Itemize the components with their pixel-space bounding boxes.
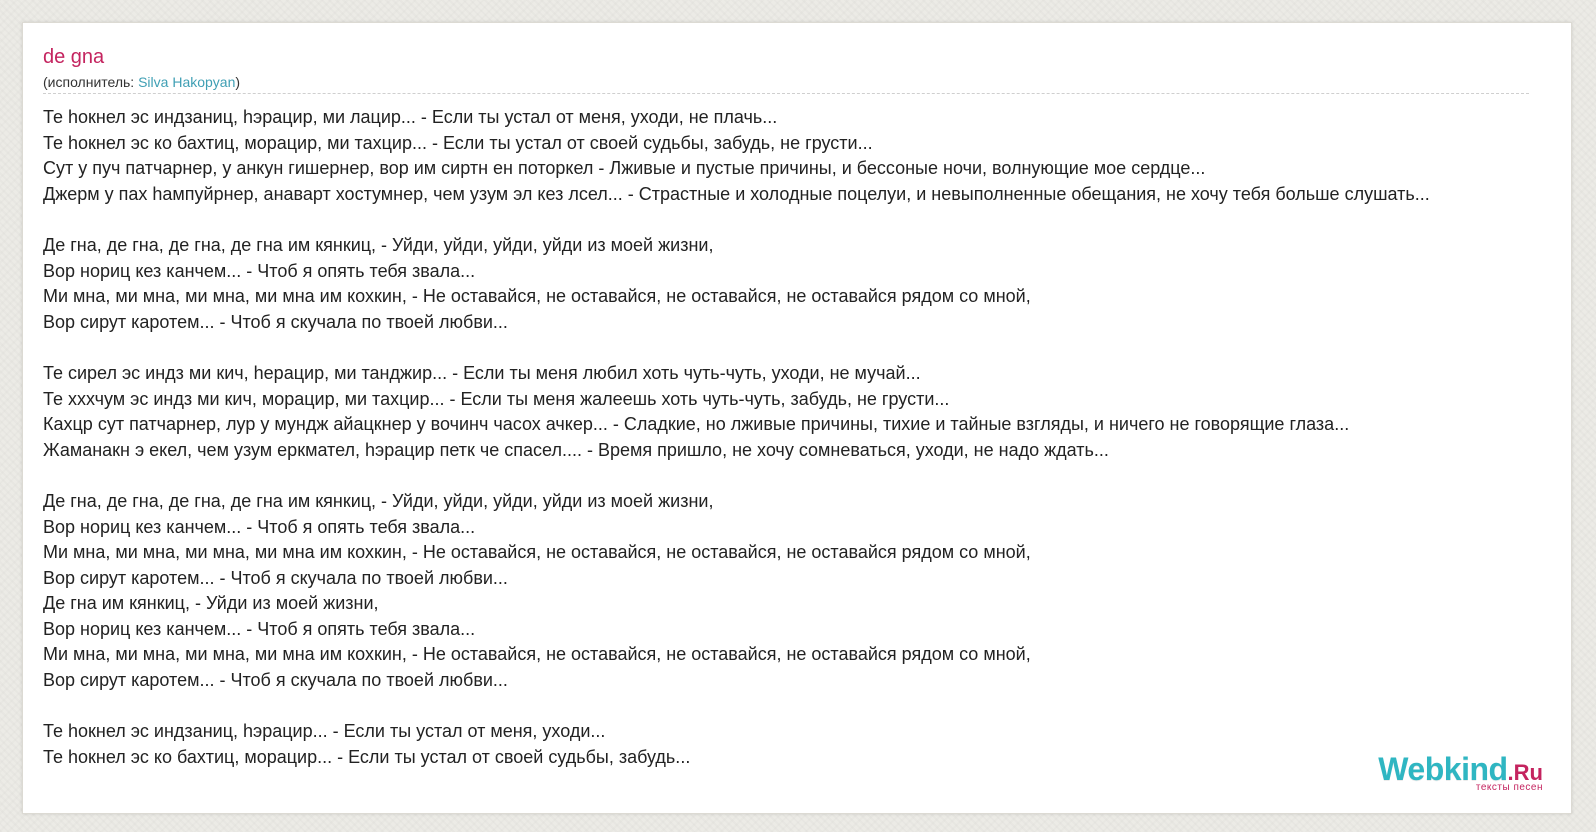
lyric-line: Вор сирут каротем... - Чтоб я скучала по твоей любви... xyxy=(43,670,508,691)
song-title: de gna xyxy=(43,46,105,68)
artist-prefix: (исполнитель: xyxy=(43,74,139,90)
stanza-break xyxy=(43,335,1572,361)
lyric-line: Ми мна, ми мна, ми мна, ми мна им кохкин, - Не оставайся, не оставайся, не оставайся, не оставайся рядом со мной, xyxy=(43,542,1031,563)
lyric-line: Вор нориц кез канчем... - Чтоб я опять тебя звала... xyxy=(43,516,476,537)
stanza-break xyxy=(43,694,1572,720)
logo-tld: .Ru xyxy=(1507,760,1543,785)
lyric-line: Ми мна, ми мна, ми мна, ми мна им кохкин, - Не оставайся, не оставайся, не оставайся, не оставайся рядом со мной, xyxy=(43,286,1031,307)
lyric-line: Де гна им кянкиц, - Уйди из моей жизни, xyxy=(43,593,379,614)
lyric-line: Джерм у пах һампуйрнер, анаварт хостумнер, чем узум эл кез лсел... - Страстные и холодные поцелуи, и невыполненные обещания, не хочу тебя больше слушать... xyxy=(43,183,1430,204)
lyric-line: Де гна, де гна, де гна, де гна им кянкиц, - Уйди, уйди, уйди, уйди из моей жизни, xyxy=(43,490,714,511)
logo-wordmark: Webkind xyxy=(1378,751,1508,787)
header-divider xyxy=(43,93,1529,94)
lyric-line: Де гна, де гна, де гна, де гна им кянкиц, - Уйди, уйди, уйди, уйди из моей жизни, xyxy=(43,234,714,255)
lyric-line: Те хххчум эс индз ми кич, морацир, ми тахцир... - Если ты меня жалеешь хоть чуть-чуть, забудь, не грусти... xyxy=(43,388,950,409)
lyric-line: Вор нориц кез канчем... - Чтоб я опять тебя звала... xyxy=(43,618,476,639)
lyric-line: Те сирел эс индз ми кич, һерацир, ми танджир... - Если ты меня любил хоть чуть-чуть, уходи, не мучай... xyxy=(43,362,921,383)
lyric-line: Жаманакн э екел, чем узум еркмател, һэрацир петк че спасел.... - Время пришло, не хочу сомневаться, уходи, не надо ждать... xyxy=(43,439,1109,460)
lyric-line: Те һокнел эс ко бахтиц, морацир... - Если ты устал от своей судьбы, забудь... xyxy=(43,746,691,767)
lyric-line: Те һокнел эс индзаниц, һэрацир... - Если ты устал от меня, уходи... xyxy=(43,721,606,742)
lyric-line: Сут у пуч патчарнер, у анкун гишернер, вор им сиртн ен поторкел - Лживые и пустые причины, и бессоные ночи, волнующие мое сердце... xyxy=(43,158,1206,179)
content-card xyxy=(22,22,1572,814)
logo-tagline: тексты песен xyxy=(1475,782,1543,793)
lyric-line: Вор сирут каротем... - Чтоб я скучала по твоей любви... xyxy=(43,311,508,332)
artist-suffix: ) xyxy=(235,74,241,90)
stanza-break xyxy=(43,463,1572,489)
lyric-line: Ми мна, ми мна, ми мна, ми мна им кохкин, - Не оставайся, не оставайся, не оставайся, не оставайся рядом со мной, xyxy=(43,644,1031,665)
stanza-break xyxy=(43,207,1572,233)
song-header xyxy=(43,45,1529,91)
artist-line xyxy=(43,73,1529,91)
lyrics-block xyxy=(43,105,1572,770)
lyric-line: Те һокнел эс ко бахтиц, морацир, ми тахцир... - Если ты устал от своей судьбы, забудь, не грусти... xyxy=(43,132,873,153)
lyric-line: Те һокнел эс индзаниц, һэрацир, ми лацир... - Если ты устал от меня, уходи, не плачь... xyxy=(43,107,778,127)
lyric-line: Вор нориц кез канчем... - Чтоб я опять тебя звала... xyxy=(43,260,476,281)
artist-link[interactable]: Silva Hakopyan xyxy=(138,74,236,90)
site-logo[interactable] xyxy=(1378,753,1543,793)
lyric-line: Вор сирут каротем... - Чтоб я скучала по твоей любви... xyxy=(43,567,508,588)
lyric-line: Кахцр сут патчарнер, лур у мундж айацкнер у вочинч часох ачкер... - Сладкие, но лживые причины, тихие и тайные взгляды, и ничего не говорящие глаза... xyxy=(43,414,1350,435)
